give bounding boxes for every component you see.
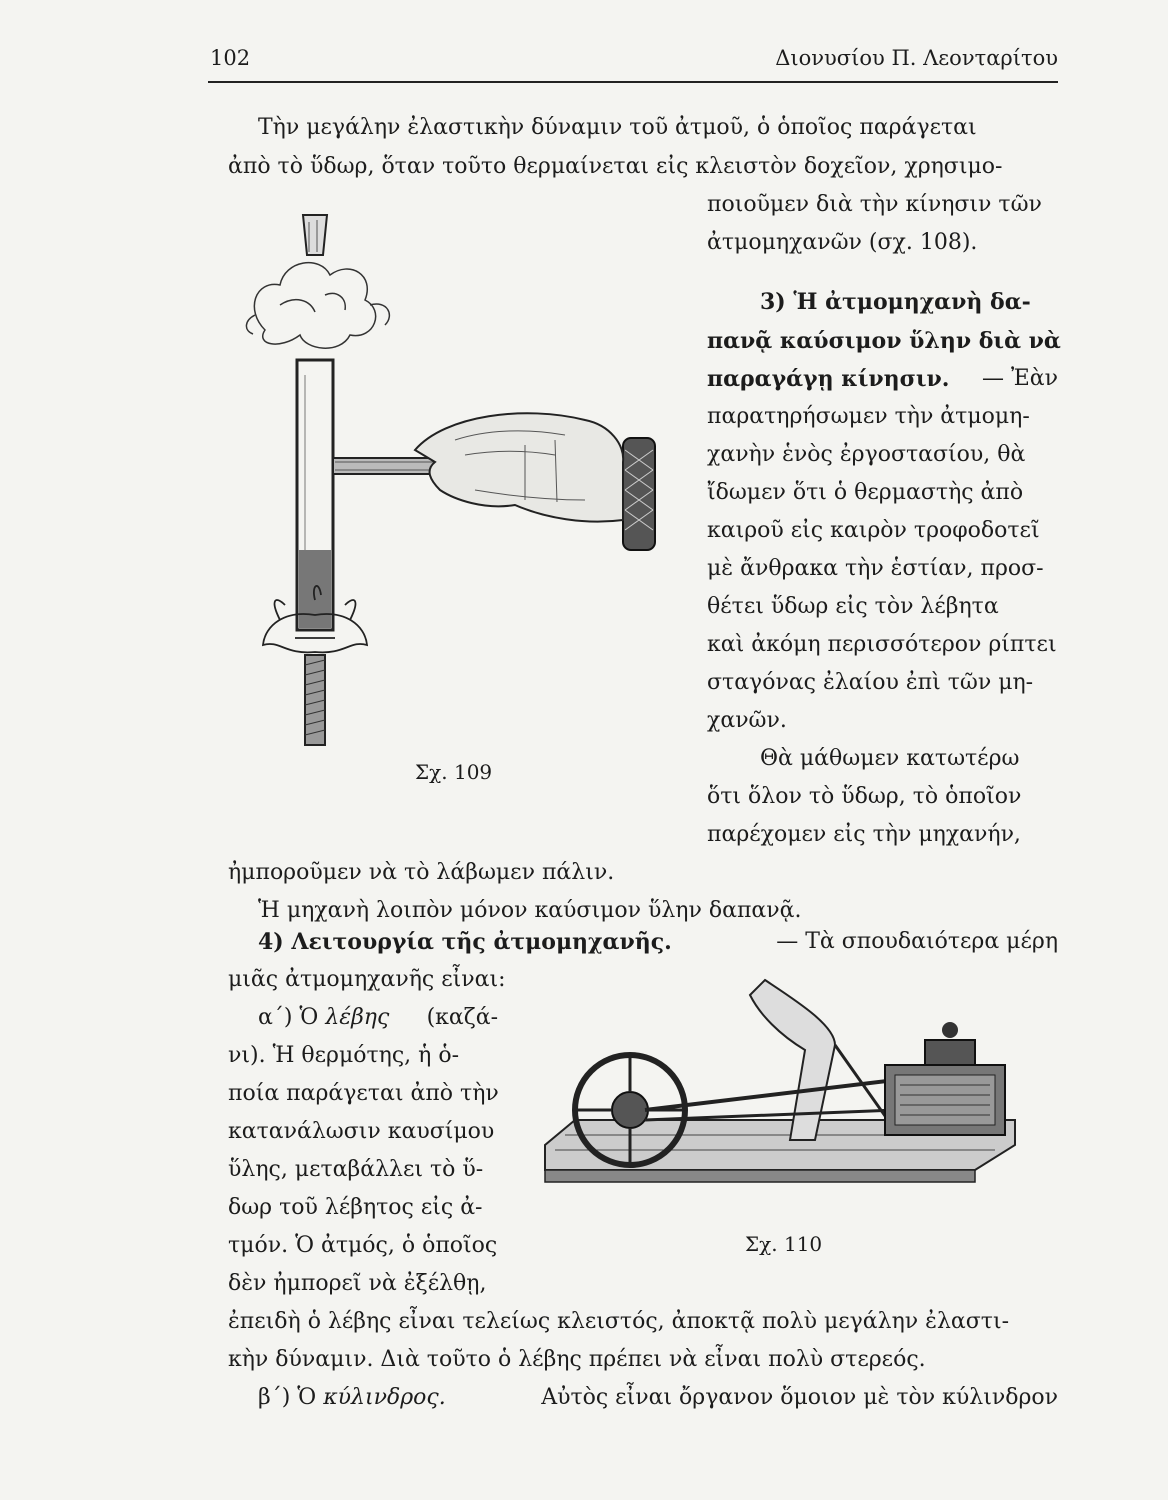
section-4-heading-line bbox=[258, 928, 1058, 957]
paragraph-line: κατανάλωσιν καυσίμου bbox=[228, 1119, 495, 1144]
item-b-rest: Αὐτὸς εἶναι ὄργανον ὅμοιον μὲ τὸν κύλινδρον bbox=[541, 1385, 1058, 1410]
paragraph-line: ποιοῦμεν διὰ τὴν κίνησιν τῶν bbox=[707, 192, 1042, 217]
paragraph-line: χανῶν. bbox=[707, 708, 787, 733]
section-4-heading-rest: — Τὰ σπουδαιότερα μέρη bbox=[776, 929, 1058, 954]
page-number: 102 bbox=[210, 46, 251, 70]
paragraph-line: ἀπὸ τὸ ὕδωρ, ὅταν τοῦτο θερμαίνεται εἰς κλειστὸν δοχεῖον, χρησιμο- bbox=[228, 154, 1003, 179]
paragraph-line: ἠμποροῦμεν νὰ τὸ λάβωμεν πάλιν. bbox=[228, 860, 615, 885]
item-a-suffix: (καζά- bbox=[426, 1005, 498, 1030]
header-rule bbox=[208, 81, 1058, 83]
figure-110-illustration bbox=[535, 970, 1035, 1220]
paragraph-line: ὅτι ὅλον τὸ ὕδωρ, τὸ ὁποῖον bbox=[707, 784, 1022, 809]
paragraph-line: θέτει ὕδωρ εἰς τὸν λέβητα bbox=[707, 594, 999, 619]
item-b-term: κύλινδρος. bbox=[323, 1385, 446, 1410]
paragraph-line: ἀτμομηχανῶν (σχ. 108). bbox=[707, 230, 978, 255]
section-3-heading-end: παραγάγῃ κίνησιν. bbox=[707, 366, 950, 392]
paragraph-line: νι). Ἡ θερμότης, ἡ ὁ- bbox=[228, 1043, 460, 1068]
item-a-line bbox=[258, 1004, 498, 1032]
paragraph-line: δὲν ἠμπορεῖ νὰ ἐξέλθῃ, bbox=[228, 1271, 487, 1296]
paragraph-line: Ἡ μηχανὴ λοιπὸν μόνον καύσιμον ὕλην δαπανᾷ. bbox=[258, 898, 802, 923]
paragraph-line: τμόν. Ὁ ἀτμός, ὁ ὁποῖος bbox=[228, 1233, 498, 1258]
figure-109-illustration bbox=[225, 200, 675, 760]
paragraph-line: καιροῦ εἰς καιρὸν τροφοδοτεῖ bbox=[707, 518, 1040, 543]
paragraph-line: μιᾶς ἀτμομηχανῆς εἶναι: bbox=[228, 967, 506, 992]
section-3-heading-line bbox=[707, 365, 1058, 394]
paragraph-line: Θὰ μάθωμεν κατωτέρω bbox=[760, 746, 1020, 771]
paragraph-line: Τὴν μεγάλην ἐλαστικὴν δύναμιν τοῦ ἀτμοῦ, ὁ ὁποῖος παράγεται bbox=[258, 115, 977, 140]
paragraph-line: ἴδωμεν ὅτι ὁ θερμαστὴς ἀπὸ bbox=[707, 480, 1024, 505]
paragraph-line: σταγόνας ἐλαίου ἐπὶ τῶν μη- bbox=[707, 670, 1034, 695]
running-head-author: Διονυσίου Π. Λεονταρίτου bbox=[775, 46, 1058, 70]
paragraph-line: ὕλης, μεταβάλλει τὸ ὕ- bbox=[228, 1157, 484, 1182]
paragraph-line: δωρ τοῦ λέβητος εἰς ἀ- bbox=[228, 1195, 483, 1220]
paragraph-line: καὶ ἀκόμη περισσότερον ρίπτει bbox=[707, 632, 1057, 657]
figure-110-caption: Σχ. 110 bbox=[745, 1232, 823, 1256]
section-3-heading-line: 3) Ἡ ἀτμομηχανὴ δα- bbox=[760, 289, 1031, 315]
paragraph-line: κὴν δύναμιν. Διὰ τοῦτο ὁ λέβης πρέπει νὰ εἶναι πολὺ στερεός. bbox=[228, 1347, 926, 1372]
section-3-heading-line: πανᾷ καύσιμον ὕλην διὰ νὰ bbox=[707, 328, 1061, 354]
section-3-dash-text: — Ἐὰν bbox=[982, 366, 1058, 391]
paragraph-line: παρατηρήσωμεν τὴν ἀτμομη- bbox=[707, 404, 1030, 429]
item-b-line bbox=[258, 1384, 1058, 1412]
figure-109-caption: Σχ. 109 bbox=[415, 760, 493, 784]
paragraph-line: χανὴν ἑνὸς ἐργοστασίου, θὰ bbox=[707, 442, 1026, 467]
item-a-prefix: α΄) Ὁ bbox=[258, 1005, 319, 1030]
paragraph-line: ἐπειδὴ ὁ λέβης εἶναι τελείως κλειστός, ἀποκτᾷ πολὺ μεγάλην ἐλαστι- bbox=[228, 1309, 1010, 1334]
paragraph-line: παρέχομεν εἰς τὴν μηχανήν, bbox=[707, 822, 1021, 847]
paragraph-line: μὲ ἄνθρακα τὴν ἑστίαν, προσ- bbox=[707, 556, 1044, 581]
item-a-term: λέβης bbox=[325, 1005, 390, 1030]
paragraph-line: ποία παράγεται ἀπὸ τὴν bbox=[228, 1081, 499, 1106]
item-b-prefix: β΄) Ὁ bbox=[258, 1385, 317, 1410]
section-4-heading: 4) Λειτουργία τῆς ἀτμομηχανῆς. bbox=[258, 929, 672, 955]
